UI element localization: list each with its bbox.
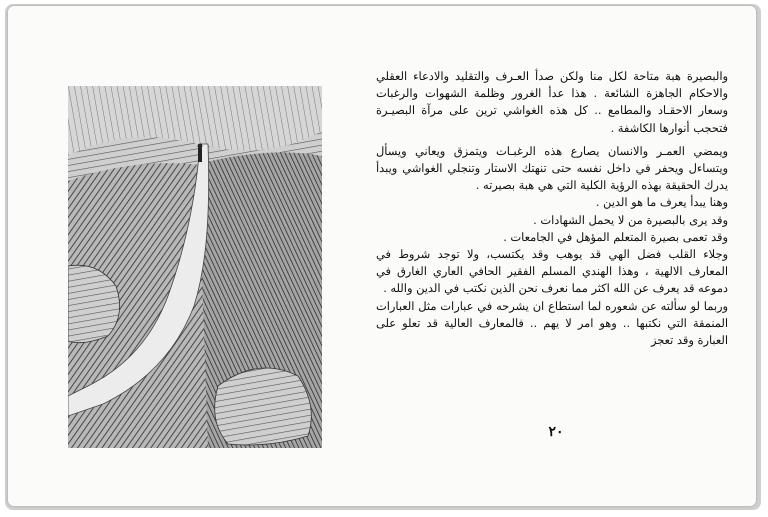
engraving-illustration — [68, 86, 322, 448]
paragraph-3: وهنا يبدأ يعرف ما هو الدين . — [595, 195, 728, 210]
book-page — [8, 6, 756, 506]
paragraph-1: والبصيرة هبة متاحة لكل منا ولكن صدأ العـرف والتقليد والادعاء العقلي والاحكام الجاهزة الشائعة . هذا عدأ الغرور وظلمة الشهوات والرغبات وسعار الاحقـاد والمطامع .. كل هذه الغواشي ترين على مرآة البصيـرة فتحجب أنوارها الكاشفة . — [376, 69, 728, 135]
walking-figure-head — [198, 144, 203, 149]
paragraph-6: وجلاء القلب فضل الهي قد يوهب وقد يكتسب، ولا توجد شروط في المعارف الالهية ، وهذا الهندي المسلم الفقير الحافي العاري الغارق في دموعه قد يعرف عن الله اكثر مما نعرف نحن الذين نكتب في الدين والله . — [376, 247, 728, 296]
rock-bottom-right — [215, 368, 312, 445]
paragraph-4: وقد يرى بالبصيرة من لا يحمل الشهادات . — [533, 212, 728, 227]
walking-figure — [198, 148, 202, 162]
paragraph-5: وقد تعمى بصيرة المتعلم المؤهل في الجامعات . — [503, 229, 728, 244]
paragraph-2: ويمضي العمـر والانسان يصارع هذه الرغبـات ويتمزق ويعاني ويسأل ويتساءل ويحفر في داخل نفسه حتى تنهتك الاستار وتنجلي الغواشي ويبدأ يدرك الحقيقة بهذه الرؤية الكلية التي هي هبة بصيرته . — [376, 143, 728, 193]
paragraph-7: وربما لو سألته عن شعوره لما استطاع ان يشرحه في عبارات مثل العبارات المنمقة التي نكتبها .. وهو امر لا يهم .. فالمعارف العالية قد تعلو على العبارة وقد تعجز — [376, 298, 728, 348]
text-column — [376, 68, 728, 349]
page-number: ٢٠ — [548, 424, 564, 440]
